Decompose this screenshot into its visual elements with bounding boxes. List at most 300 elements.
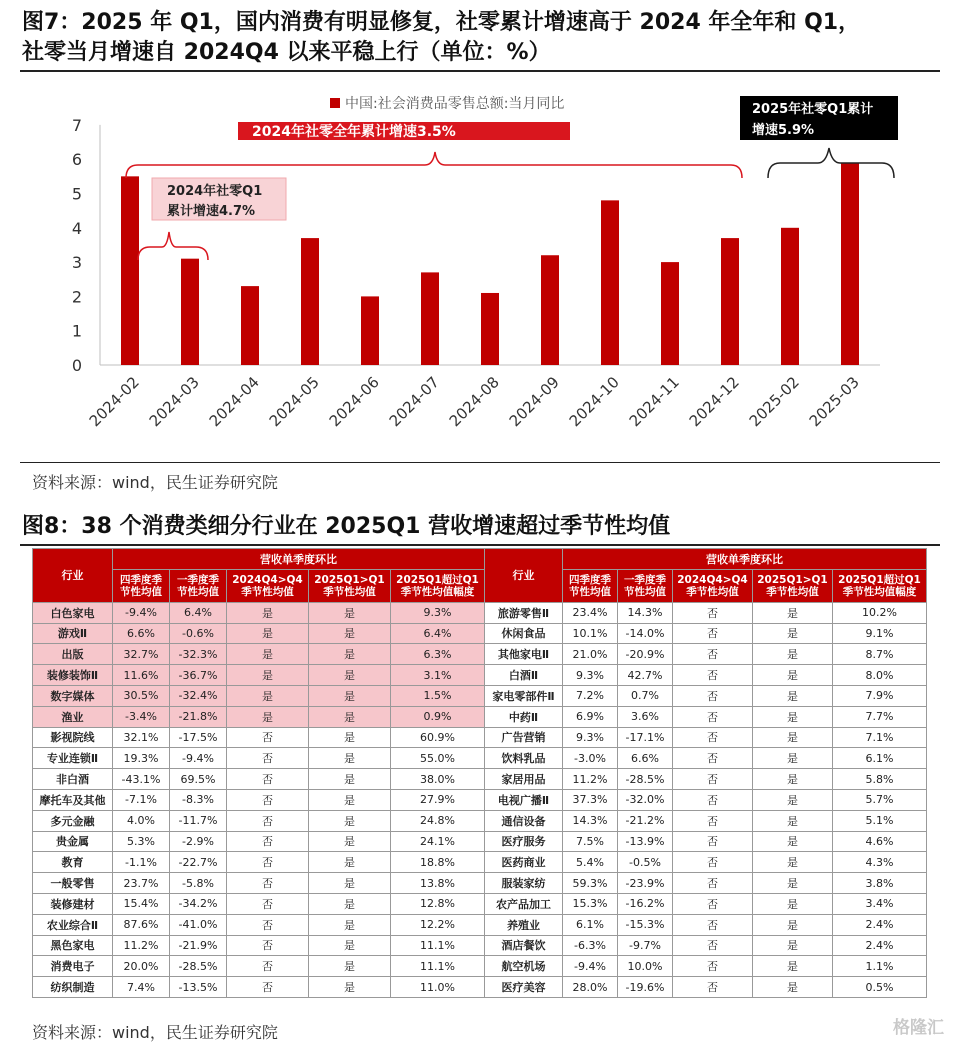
x-tick-label: 2024-09 bbox=[505, 373, 563, 431]
table-row bbox=[485, 873, 927, 894]
industry-name: 摩托车及其他 bbox=[33, 789, 113, 810]
y-tick-label: 7 bbox=[71, 115, 82, 135]
table-row bbox=[33, 893, 485, 914]
industry-table-left bbox=[32, 548, 485, 998]
industry-table-right bbox=[484, 548, 927, 998]
x-tick-label: 2024-04 bbox=[205, 373, 263, 431]
table-cell: 37.3% bbox=[563, 789, 618, 810]
table-cell: 28.0% bbox=[563, 977, 618, 998]
x-tick-label: 2024-12 bbox=[685, 373, 743, 431]
header-2024q4-vs-seasonal: 2024Q4>Q4季节性均值 bbox=[227, 569, 309, 602]
table-cell: 6.1% bbox=[563, 914, 618, 935]
table-row bbox=[485, 956, 927, 977]
full-year-brace bbox=[126, 152, 742, 178]
table-cell: -28.5% bbox=[170, 956, 227, 977]
table-cell: -0.6% bbox=[170, 623, 227, 644]
table-cell: 否 bbox=[227, 789, 309, 810]
table-row bbox=[33, 977, 485, 998]
industry-name: 教育 bbox=[33, 852, 113, 873]
industry-name: 白酒Ⅱ bbox=[485, 665, 563, 686]
industry-name: 一般零售 bbox=[33, 873, 113, 894]
table-row bbox=[485, 748, 927, 769]
table-cell: 否 bbox=[227, 852, 309, 873]
table-cell: 否 bbox=[673, 602, 753, 623]
table-cell: 是 bbox=[309, 914, 391, 935]
table-cell: -43.1% bbox=[113, 769, 170, 790]
table-cell: 7.5% bbox=[563, 831, 618, 852]
table-cell: 6.6% bbox=[618, 748, 673, 769]
table-cell: 60.9% bbox=[391, 727, 485, 748]
q1-2025-brace bbox=[768, 148, 894, 178]
table-cell: 9.1% bbox=[833, 623, 927, 644]
table-cell: -36.7% bbox=[170, 665, 227, 686]
industry-name: 游戏Ⅱ bbox=[33, 623, 113, 644]
table-cell: 否 bbox=[673, 852, 753, 873]
figure-8-title: 图8：38 个消费类细分行业在 2025Q1 营收增速超过季节性均值 bbox=[22, 514, 671, 539]
table-cell: 3.6% bbox=[618, 706, 673, 727]
figure-7-source: 资料来源：wind，民生证券研究院 bbox=[32, 473, 278, 492]
industry-name: 农业综合Ⅱ bbox=[33, 914, 113, 935]
table-row bbox=[33, 685, 485, 706]
table-cell: 是 bbox=[753, 748, 833, 769]
table-cell: 0.7% bbox=[618, 685, 673, 706]
x-tick-label: 2024-11 bbox=[625, 373, 683, 431]
table-cell: 4.3% bbox=[833, 852, 927, 873]
table-row bbox=[485, 644, 927, 665]
table-row bbox=[33, 810, 485, 831]
table-row bbox=[485, 727, 927, 748]
table-cell: 5.8% bbox=[833, 769, 927, 790]
header-2025q1-excess: 2025Q1超过Q1季节性均值幅度 bbox=[391, 569, 485, 602]
table-cell: 21.0% bbox=[563, 644, 618, 665]
table-cell: 是 bbox=[753, 810, 833, 831]
industry-name: 家电零部件Ⅱ bbox=[485, 685, 563, 706]
table-row bbox=[485, 665, 927, 686]
table-cell: 19.3% bbox=[113, 748, 170, 769]
table-row bbox=[33, 935, 485, 956]
table-cell: 13.8% bbox=[391, 873, 485, 894]
table-cell: 是 bbox=[753, 665, 833, 686]
table-cell: 5.3% bbox=[113, 831, 170, 852]
table-cell: 是 bbox=[753, 831, 833, 852]
table-cell: 24.8% bbox=[391, 810, 485, 831]
table-cell: -32.3% bbox=[170, 644, 227, 665]
table-cell: 是 bbox=[753, 602, 833, 623]
table-cell: 11.1% bbox=[391, 935, 485, 956]
y-tick-label: 1 bbox=[71, 321, 82, 341]
table-cell: 8.0% bbox=[833, 665, 927, 686]
table-cell: 是 bbox=[227, 685, 309, 706]
table-cell: 5.1% bbox=[833, 810, 927, 831]
table-cell: -16.2% bbox=[618, 893, 673, 914]
table-cell: 6.3% bbox=[391, 644, 485, 665]
table-row bbox=[485, 831, 927, 852]
table-row bbox=[33, 623, 485, 644]
table-cell: 是 bbox=[753, 977, 833, 998]
table-cell: 否 bbox=[673, 789, 753, 810]
table-cell: 23.4% bbox=[563, 602, 618, 623]
table-cell: 否 bbox=[673, 956, 753, 977]
table-cell: 否 bbox=[673, 810, 753, 831]
legend-swatch bbox=[330, 98, 340, 108]
table-cell: -41.0% bbox=[170, 914, 227, 935]
table-cell: 3.4% bbox=[833, 893, 927, 914]
table-cell: 是 bbox=[309, 956, 391, 977]
table-cell: 14.3% bbox=[618, 602, 673, 623]
table-cell: 0.5% bbox=[833, 977, 927, 998]
table-cell: 否 bbox=[673, 893, 753, 914]
industry-name: 白色家电 bbox=[33, 602, 113, 623]
x-tick-label: 2024-05 bbox=[265, 373, 323, 431]
table-row bbox=[485, 602, 927, 623]
table-cell: 是 bbox=[309, 810, 391, 831]
table-cell: -11.7% bbox=[170, 810, 227, 831]
industry-name: 装修建材 bbox=[33, 893, 113, 914]
table-row bbox=[485, 977, 927, 998]
table-cell: 18.8% bbox=[391, 852, 485, 873]
header-2025q1-excess: 2025Q1超过Q1季节性均值幅度 bbox=[833, 569, 927, 602]
table-cell: 9.3% bbox=[391, 602, 485, 623]
industry-name: 贵金属 bbox=[33, 831, 113, 852]
bar bbox=[841, 163, 859, 365]
table-cell: -3.0% bbox=[563, 748, 618, 769]
table-cell: 是 bbox=[753, 769, 833, 790]
table-cell: -13.9% bbox=[618, 831, 673, 852]
table-row bbox=[33, 914, 485, 935]
watermark-logo: 格隆汇 bbox=[893, 1018, 944, 1038]
industry-name: 黑色家电 bbox=[33, 935, 113, 956]
figure-8-source: 资料来源：wind，民生证券研究院 bbox=[32, 1023, 278, 1042]
table-cell: 10.0% bbox=[618, 956, 673, 977]
table-cell: -15.3% bbox=[618, 914, 673, 935]
table-cell: 是 bbox=[753, 727, 833, 748]
table-row bbox=[33, 852, 485, 873]
table-cell: 否 bbox=[673, 727, 753, 748]
table-cell: 2.4% bbox=[833, 935, 927, 956]
annotation-q1-2025-line1: 2025年社零Q1累计 bbox=[752, 102, 874, 117]
table-cell: 否 bbox=[673, 914, 753, 935]
table-cell: 69.5% bbox=[170, 769, 227, 790]
table-cell: 59.3% bbox=[563, 873, 618, 894]
table-cell: 否 bbox=[673, 685, 753, 706]
chart-bottom-divider bbox=[20, 462, 940, 463]
industry-name: 通信设备 bbox=[485, 810, 563, 831]
table-row bbox=[33, 706, 485, 727]
industry-name: 消费电子 bbox=[33, 956, 113, 977]
table-cell: 是 bbox=[227, 623, 309, 644]
table-cell: 否 bbox=[673, 769, 753, 790]
table-cell: 否 bbox=[227, 831, 309, 852]
table-cell: 是 bbox=[309, 789, 391, 810]
table-cell: 是 bbox=[227, 665, 309, 686]
header-q1-seasonal: 一季度季节性均值 bbox=[618, 569, 673, 602]
table-cell: 27.9% bbox=[391, 789, 485, 810]
table-cell: 否 bbox=[227, 873, 309, 894]
table-cell: 4.6% bbox=[833, 831, 927, 852]
industry-name: 医疗服务 bbox=[485, 831, 563, 852]
table-cell: 否 bbox=[673, 977, 753, 998]
table-cell: 7.9% bbox=[833, 685, 927, 706]
table-cell: 是 bbox=[753, 873, 833, 894]
table-cell: -7.1% bbox=[113, 789, 170, 810]
table-cell: 6.6% bbox=[113, 623, 170, 644]
header-2024q4-vs-seasonal: 2024Q4>Q4季节性均值 bbox=[673, 569, 753, 602]
bar bbox=[541, 255, 559, 365]
bar bbox=[421, 272, 439, 365]
table-cell: 是 bbox=[309, 852, 391, 873]
table-cell: 12.2% bbox=[391, 914, 485, 935]
table-cell: 否 bbox=[673, 644, 753, 665]
table-cell: 否 bbox=[673, 873, 753, 894]
table-cell: 是 bbox=[753, 685, 833, 706]
table-cell: 4.0% bbox=[113, 810, 170, 831]
industry-name: 电视广播Ⅱ bbox=[485, 789, 563, 810]
table-cell: -17.5% bbox=[170, 727, 227, 748]
table-cell: 否 bbox=[673, 623, 753, 644]
table-cell: 是 bbox=[309, 831, 391, 852]
table-cell: 42.7% bbox=[618, 665, 673, 686]
bar bbox=[721, 238, 739, 365]
header-industry: 行业 bbox=[33, 549, 113, 603]
table-cell: 8.7% bbox=[833, 644, 927, 665]
industry-name: 休闲食品 bbox=[485, 623, 563, 644]
bar bbox=[481, 293, 499, 365]
table-row bbox=[33, 831, 485, 852]
table-cell: 5.4% bbox=[563, 852, 618, 873]
x-tick-label: 2024-10 bbox=[565, 373, 623, 431]
industry-name: 中药Ⅱ bbox=[485, 706, 563, 727]
table-cell: 6.4% bbox=[391, 623, 485, 644]
table-cell: 9.3% bbox=[563, 665, 618, 686]
table-cell: 11.6% bbox=[113, 665, 170, 686]
table-cell: 6.1% bbox=[833, 748, 927, 769]
table-cell: -9.7% bbox=[618, 935, 673, 956]
table-cell: 6.4% bbox=[170, 602, 227, 623]
header-2025q1-vs-seasonal: 2025Q1>Q1季节性均值 bbox=[753, 569, 833, 602]
annotation-q1-2025-line2: 增速5.9% bbox=[752, 123, 815, 138]
table-row bbox=[485, 914, 927, 935]
title-divider bbox=[20, 70, 940, 72]
table-cell: 11.1% bbox=[391, 956, 485, 977]
industry-name: 医疗美容 bbox=[485, 977, 563, 998]
table-row bbox=[33, 956, 485, 977]
industry-name: 出版 bbox=[33, 644, 113, 665]
table-cell: 是 bbox=[309, 748, 391, 769]
table-cell: -9.4% bbox=[170, 748, 227, 769]
industry-name: 家居用品 bbox=[485, 769, 563, 790]
figure-7-title-line2: 社零当月增速自 2024Q4 以来平稳上行（单位：%） bbox=[22, 40, 551, 65]
table-cell: 15.4% bbox=[113, 893, 170, 914]
bar bbox=[781, 228, 799, 365]
table-cell: 7.4% bbox=[113, 977, 170, 998]
table-cell: 32.1% bbox=[113, 727, 170, 748]
annotation-q1-2024-line1: 2024年社零Q1 bbox=[167, 184, 263, 199]
table-cell: 11.2% bbox=[563, 769, 618, 790]
x-tick-label: 2024-07 bbox=[385, 373, 443, 431]
table-row bbox=[33, 602, 485, 623]
table-cell: 2.4% bbox=[833, 914, 927, 935]
table-cell: 否 bbox=[227, 914, 309, 935]
table-cell: -13.5% bbox=[170, 977, 227, 998]
table-row bbox=[485, 935, 927, 956]
table-cell: 是 bbox=[309, 665, 391, 686]
table-cell: 30.5% bbox=[113, 685, 170, 706]
header-q4-seasonal: 四季度季节性均值 bbox=[563, 569, 618, 602]
table-cell: 是 bbox=[309, 769, 391, 790]
industry-name: 渔业 bbox=[33, 706, 113, 727]
industry-name: 航空机场 bbox=[485, 956, 563, 977]
table-row bbox=[33, 727, 485, 748]
table-cell: 否 bbox=[227, 935, 309, 956]
header-industry: 行业 bbox=[485, 549, 563, 603]
table-cell: 否 bbox=[227, 810, 309, 831]
y-tick-label: 0 bbox=[71, 356, 82, 375]
annotation-q1-2024-line2: 累计增速4.7% bbox=[167, 204, 256, 219]
header-revenue-qoq: 营收单季度环比 bbox=[113, 549, 485, 570]
table-cell: 是 bbox=[753, 893, 833, 914]
header-revenue-qoq: 营收单季度环比 bbox=[563, 549, 927, 570]
table-cell: 3.8% bbox=[833, 873, 927, 894]
table-cell: -32.0% bbox=[618, 789, 673, 810]
table-row bbox=[485, 852, 927, 873]
industry-name: 纺织制造 bbox=[33, 977, 113, 998]
table-cell: 12.8% bbox=[391, 893, 485, 914]
table-cell: 14.3% bbox=[563, 810, 618, 831]
table-cell: 7.1% bbox=[833, 727, 927, 748]
table-cell: 是 bbox=[309, 623, 391, 644]
table-row bbox=[33, 873, 485, 894]
legend-label: 中国:社会消费品零售总额:当月同比 bbox=[345, 96, 565, 112]
table-cell: 23.7% bbox=[113, 873, 170, 894]
figure-8-divider bbox=[20, 544, 940, 546]
bar bbox=[301, 238, 319, 365]
table-cell: -32.4% bbox=[170, 685, 227, 706]
table-cell: -19.6% bbox=[618, 977, 673, 998]
table-cell: 否 bbox=[227, 956, 309, 977]
x-tick-label: 2024-02 bbox=[85, 373, 143, 431]
y-tick-label: 4 bbox=[71, 218, 82, 238]
table-cell: -3.4% bbox=[113, 706, 170, 727]
table-cell: 10.1% bbox=[563, 623, 618, 644]
table-cell: -34.2% bbox=[170, 893, 227, 914]
table-cell: -28.5% bbox=[618, 769, 673, 790]
table-cell: 否 bbox=[673, 748, 753, 769]
industry-name: 服装家纺 bbox=[485, 873, 563, 894]
table-cell: 是 bbox=[309, 706, 391, 727]
table-cell: 5.7% bbox=[833, 789, 927, 810]
table-cell: 是 bbox=[753, 852, 833, 873]
table-cell: 否 bbox=[673, 706, 753, 727]
table-cell: 否 bbox=[227, 727, 309, 748]
table-cell: 55.0% bbox=[391, 748, 485, 769]
figure-7-title-line1: 图7：2025 年 Q1，国内消费有明显修复，社零累计增速高于 2024 年全年和 Q1， bbox=[22, 10, 861, 35]
table-cell: 否 bbox=[673, 831, 753, 852]
table-row bbox=[33, 748, 485, 769]
table-cell: -20.9% bbox=[618, 644, 673, 665]
table-cell: 38.0% bbox=[391, 769, 485, 790]
industry-name: 养殖业 bbox=[485, 914, 563, 935]
table-cell: -9.4% bbox=[113, 602, 170, 623]
table-cell: 是 bbox=[753, 644, 833, 665]
table-row bbox=[485, 769, 927, 790]
x-tick-label: 2024-06 bbox=[325, 373, 383, 431]
table-cell: -21.9% bbox=[170, 935, 227, 956]
table-cell: -1.1% bbox=[113, 852, 170, 873]
table-cell: 是 bbox=[309, 644, 391, 665]
header-2025q1-vs-seasonal: 2025Q1>Q1季节性均值 bbox=[309, 569, 391, 602]
industry-name: 饮料乳品 bbox=[485, 748, 563, 769]
table-cell: 1.5% bbox=[391, 685, 485, 706]
table-row bbox=[33, 665, 485, 686]
table-cell: -21.8% bbox=[170, 706, 227, 727]
table-cell: -9.4% bbox=[563, 956, 618, 977]
header-q1-seasonal: 一季度季节性均值 bbox=[170, 569, 227, 602]
table-row bbox=[485, 810, 927, 831]
table-cell: 否 bbox=[673, 935, 753, 956]
industry-name: 影视院线 bbox=[33, 727, 113, 748]
industry-name: 其他家电Ⅱ bbox=[485, 644, 563, 665]
x-tick-label: 2024-08 bbox=[445, 373, 503, 431]
x-tick-label: 2025-03 bbox=[805, 373, 863, 431]
table-cell: 是 bbox=[309, 602, 391, 623]
table-cell: 是 bbox=[309, 727, 391, 748]
table-cell: 7.2% bbox=[563, 685, 618, 706]
table-cell: 11.0% bbox=[391, 977, 485, 998]
table-cell: 15.3% bbox=[563, 893, 618, 914]
industry-name: 数字媒体 bbox=[33, 685, 113, 706]
industry-name: 广告营销 bbox=[485, 727, 563, 748]
annotation-full-year-text: 2024年社零全年累计增速3.5% bbox=[252, 124, 456, 140]
table-cell: 是 bbox=[753, 789, 833, 810]
table-cell: -17.1% bbox=[618, 727, 673, 748]
table-cell: -6.3% bbox=[563, 935, 618, 956]
table-cell: 0.9% bbox=[391, 706, 485, 727]
industry-name: 多元金融 bbox=[33, 810, 113, 831]
table-cell: -21.2% bbox=[618, 810, 673, 831]
bar bbox=[181, 259, 199, 365]
table-cell: 是 bbox=[227, 644, 309, 665]
table-cell: 是 bbox=[309, 935, 391, 956]
table-cell: -22.7% bbox=[170, 852, 227, 873]
table-cell: 否 bbox=[673, 665, 753, 686]
y-tick-label: 6 bbox=[71, 150, 82, 170]
y-tick-label: 3 bbox=[71, 253, 82, 273]
y-tick-label: 2 bbox=[71, 287, 82, 307]
industry-name: 农产品加工 bbox=[485, 893, 563, 914]
table-row bbox=[485, 685, 927, 706]
table-row bbox=[33, 769, 485, 790]
table-row bbox=[33, 644, 485, 665]
table-cell: 87.6% bbox=[113, 914, 170, 935]
header-q4-seasonal: 四季度季节性均值 bbox=[113, 569, 170, 602]
table-cell: 6.9% bbox=[563, 706, 618, 727]
bar bbox=[601, 200, 619, 365]
table-cell: 是 bbox=[753, 706, 833, 727]
table-cell: -0.5% bbox=[618, 852, 673, 873]
y-tick-label: 5 bbox=[71, 184, 82, 204]
table-cell: -14.0% bbox=[618, 623, 673, 644]
bar bbox=[241, 286, 259, 365]
table-cell: 否 bbox=[227, 893, 309, 914]
table-cell: 24.1% bbox=[391, 831, 485, 852]
table-cell: 否 bbox=[227, 748, 309, 769]
industry-name: 酒店餐饮 bbox=[485, 935, 563, 956]
x-tick-label: 2024-03 bbox=[145, 373, 203, 431]
table-row bbox=[485, 893, 927, 914]
table-cell: 是 bbox=[309, 685, 391, 706]
table-cell: 否 bbox=[227, 769, 309, 790]
table-cell: 11.2% bbox=[113, 935, 170, 956]
